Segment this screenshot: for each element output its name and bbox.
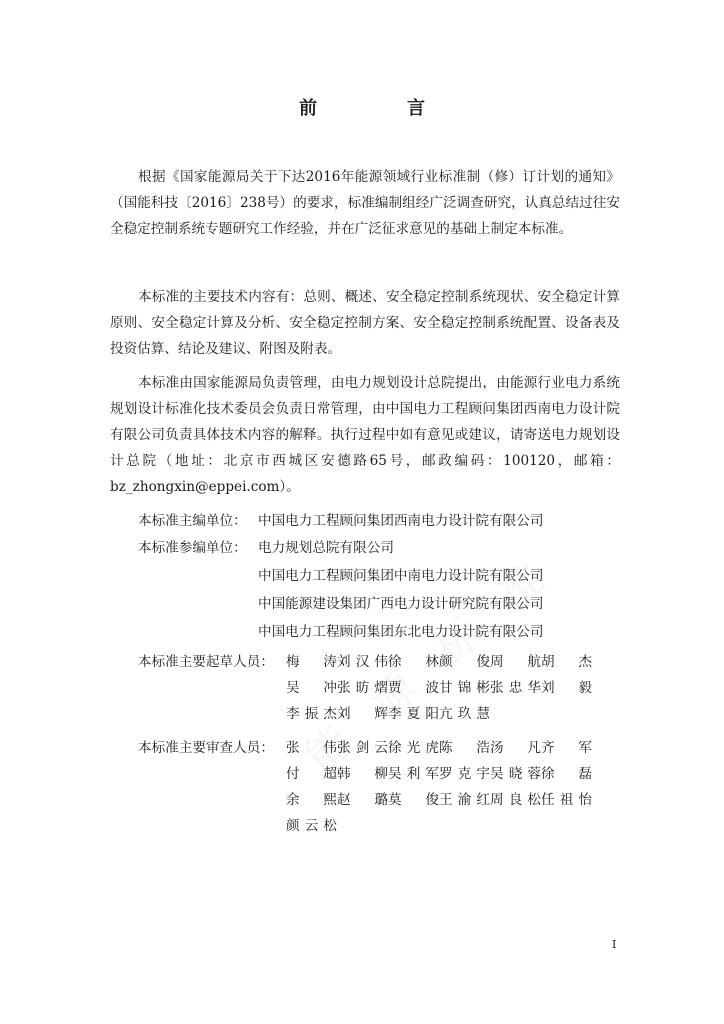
person-name: 莫 俊 bbox=[388, 792, 439, 808]
co-editor-value: 中国电力工程顾问集团中南电力设计院有限公司 bbox=[258, 568, 544, 584]
person-name: 亢玖慧 bbox=[439, 706, 490, 722]
person-name: 刘 毅 bbox=[541, 680, 592, 696]
person-name: 付 超 bbox=[286, 766, 337, 782]
person-name: 徐光虎 bbox=[388, 740, 439, 756]
person-name: 颜云松 bbox=[286, 818, 337, 834]
reviewers-row-3 bbox=[286, 787, 592, 813]
person-name: 张昉熠 bbox=[337, 680, 388, 696]
person-name: 张忠华 bbox=[490, 680, 541, 696]
person-name: 周良松 bbox=[490, 792, 541, 808]
chief-editor-label: 本标准主编单位： bbox=[138, 513, 247, 529]
drafters-row-1 bbox=[286, 649, 592, 675]
drafters-names bbox=[286, 649, 592, 727]
person-name: 王渝红 bbox=[439, 792, 490, 808]
person-name: 李夏阳 bbox=[388, 706, 439, 722]
person-name: 赵 璐 bbox=[337, 792, 388, 808]
drafters-row-2 bbox=[286, 675, 592, 701]
paragraph-1: 根据《国家能源局关于下达2016年能源领域行业标准制（修）订计划的通知》（国能科技〔2016〕238号）的要求，标准编制组经广泛调查研究，认真总结过往安全稳定控制系统专题研究工作经验，并在广泛征求意见的基础上制定本标准。 bbox=[110, 169, 620, 237]
person-name: 颜 俊 bbox=[439, 654, 490, 670]
co-editor-row bbox=[138, 535, 394, 561]
person-name: 徐 磊 bbox=[541, 766, 592, 782]
person-name: 吴晓蓉 bbox=[490, 766, 541, 782]
reviewers-row-1 bbox=[286, 735, 592, 761]
person-name: 李振杰 bbox=[286, 706, 337, 722]
co-editor-value: 中国能源建设集团广西电力设计研究院有限公司 bbox=[258, 596, 544, 612]
drafters-row-3 bbox=[286, 701, 592, 727]
person-name: 任祖怡 bbox=[541, 792, 592, 808]
reviewers-label: 本标准主要审查人员： bbox=[138, 740, 274, 756]
reviewers-label-row bbox=[138, 735, 274, 761]
co-editor-value: 中国电力工程顾问集团东北电力设计院有限公司 bbox=[258, 624, 544, 640]
person-name: 甘锦彬 bbox=[439, 680, 490, 696]
person-name: 张 伟 bbox=[286, 740, 337, 756]
person-name: 胡 杰 bbox=[541, 654, 592, 670]
chief-editor-row bbox=[138, 508, 544, 534]
paragraph-2: 本标准的主要技术内容有：总则、概述、安全稳定控制系统现状、安全稳定计算原则、安全稳定计算及分析、安全稳定控制方案、安全稳定控制系统配置、设备表及投资估算、结论及建议、附图及附表。 bbox=[110, 289, 620, 357]
drafters-label: 本标准主要起草人员： bbox=[138, 654, 274, 670]
person-name: 吴利军 bbox=[388, 766, 439, 782]
drafters-label-row bbox=[138, 649, 274, 675]
page-number: I bbox=[612, 938, 617, 951]
person-name: 罗克宇 bbox=[439, 766, 490, 782]
person-name: 余 熙 bbox=[286, 792, 337, 808]
person-name: 陈 浩 bbox=[439, 740, 490, 756]
person-name: 徐 林 bbox=[388, 654, 439, 670]
paragraph-3: 本标准由国家能源局负责管理，由电力规划设计总院提出，由能源行业电力系统规划设计标准化技术委员会负责日常管理，由中国电力工程顾问集团西南电力设计院有限公司负责具体技术内容的解释。执行过程中如有意见或建议，请寄送电力规划设计总院（地址：北京市西城区安德路65号，邮政编码：100120，邮箱：bz_zhongxin@eppei.com）。 bbox=[110, 375, 620, 495]
co-editor-label: 本标准参编单位： bbox=[138, 540, 247, 556]
co-editor-value: 电力规划总院有限公司 bbox=[258, 540, 394, 556]
person-name: 吴 冲 bbox=[286, 680, 337, 696]
person-name: 齐 军 bbox=[541, 740, 592, 756]
person-name: 梅 涛 bbox=[286, 654, 337, 670]
reviewers-row-4 bbox=[286, 813, 592, 839]
person-name: 汤 凡 bbox=[490, 740, 541, 756]
reviewers-names bbox=[286, 735, 592, 839]
page-title: 前 言 bbox=[299, 98, 461, 119]
reviewers-row-2 bbox=[286, 761, 592, 787]
person-name: 刘 辉 bbox=[337, 706, 388, 722]
person-name: 周 航 bbox=[490, 654, 541, 670]
person-name: 韩 柳 bbox=[337, 766, 388, 782]
person-name: 张剑云 bbox=[337, 740, 388, 756]
person-name: 贾 波 bbox=[388, 680, 439, 696]
chief-editor-value: 中国电力工程顾问集团西南电力设计院有限公司 bbox=[258, 513, 544, 529]
person-name: 刘汉伟 bbox=[337, 654, 388, 670]
